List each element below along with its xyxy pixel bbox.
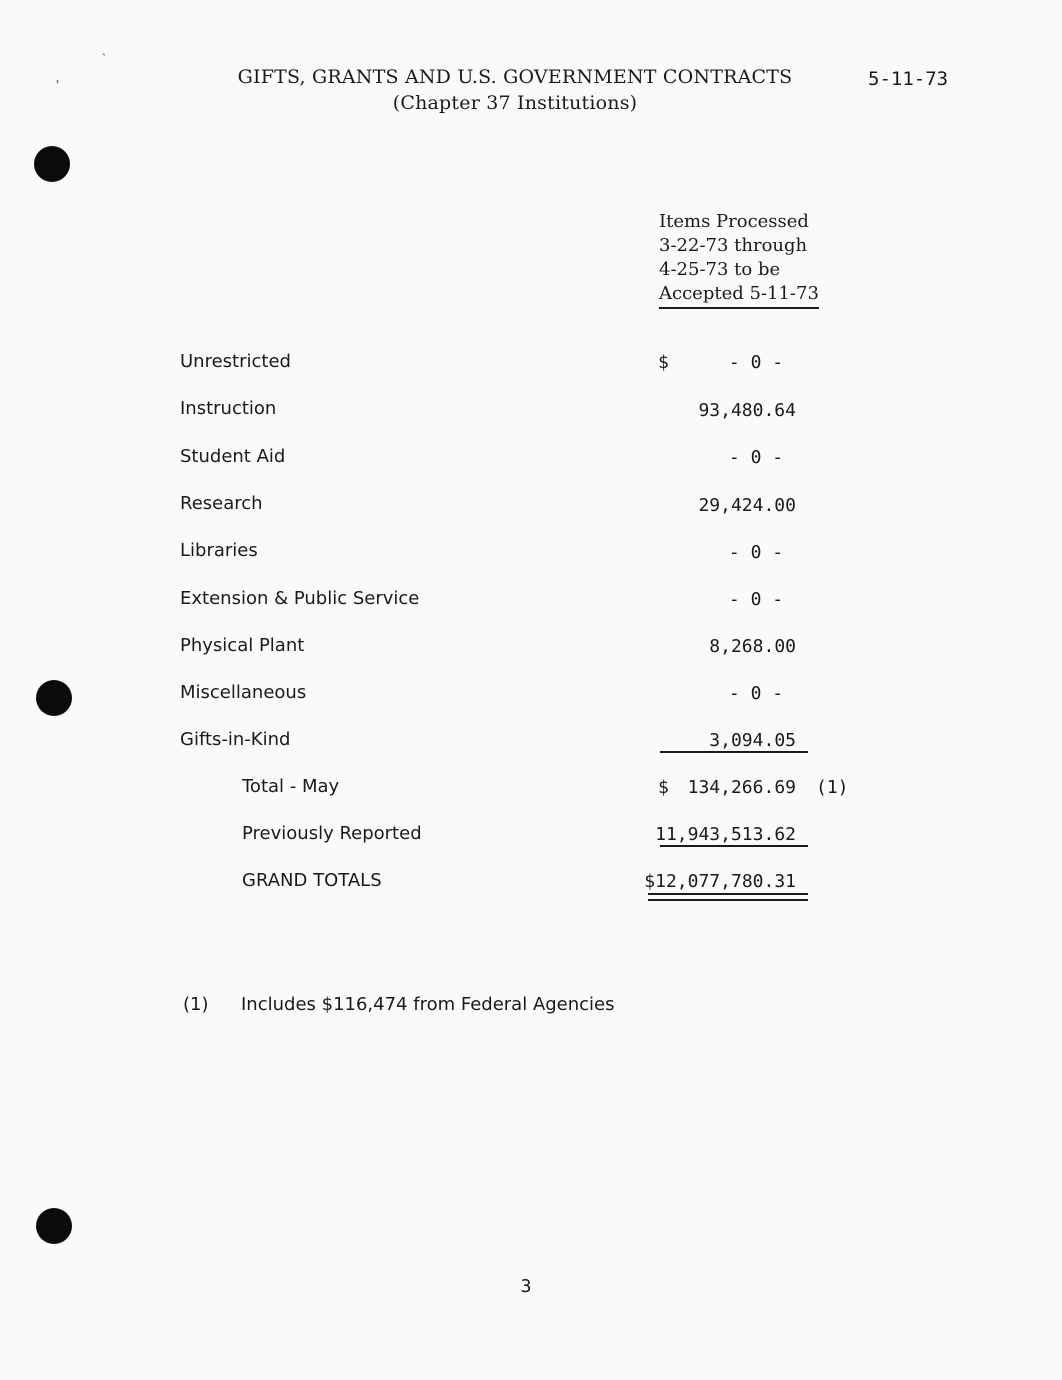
row-label: Miscellaneous xyxy=(180,682,307,703)
total-may-label: Total - May xyxy=(242,776,340,797)
dollar-sign: $ xyxy=(658,352,669,373)
column-heading xyxy=(659,210,819,309)
grand-totals-label: GRAND TOTALS xyxy=(242,870,382,891)
row-value: - 0 - xyxy=(728,683,784,704)
punch-hole xyxy=(36,1208,72,1244)
row-value: - 0 - xyxy=(728,447,784,468)
column-heading-line: 3-22-73 through xyxy=(659,235,808,256)
row-label: Gifts-in-Kind xyxy=(180,729,291,750)
grand-totals-value: $12,077,780.31 xyxy=(644,871,796,892)
row-label: Research xyxy=(180,493,263,514)
previously-reported-value: 11,943,513.62 xyxy=(655,824,796,845)
page-subtitle: (Chapter 37 Institutions) xyxy=(392,92,638,114)
row-label: Instruction xyxy=(180,398,277,419)
row-value: 8,268.00 xyxy=(709,636,796,657)
footnote xyxy=(183,994,615,1015)
grand-total-rule-lower xyxy=(648,899,808,901)
row-label: Unrestricted xyxy=(180,351,291,372)
row-label: Physical Plant xyxy=(180,635,305,656)
total-may-value: 134,266.69 xyxy=(687,777,796,798)
document-date: 5-11-73 xyxy=(868,68,949,90)
dollar-sign: $ xyxy=(658,777,669,798)
grand-total-rule-upper xyxy=(648,893,808,895)
previously-reported-label: Previously Reported xyxy=(242,823,422,844)
footnote-reference: (1) xyxy=(816,777,849,798)
page-number: 3 xyxy=(520,1276,532,1297)
row-value: 3,094.05 xyxy=(709,730,796,751)
punch-hole xyxy=(36,680,72,716)
scan-mark: ˎ xyxy=(102,42,106,56)
row-value: - 0 - xyxy=(728,352,784,373)
row-label: Libraries xyxy=(180,540,258,561)
column-heading-line: Accepted 5-11-73 xyxy=(659,282,819,309)
row-value: - 0 - xyxy=(728,589,784,610)
punch-hole xyxy=(34,146,70,182)
subtotal-rule xyxy=(660,751,808,753)
total-rule xyxy=(660,845,808,847)
footnote-marker: (1) xyxy=(183,994,209,1015)
row-label: Extension & Public Service xyxy=(180,588,420,609)
page-title: GIFTS, GRANTS AND U.S. GOVERNMENT CONTRACTS xyxy=(237,66,793,88)
column-heading-line: Items Processed xyxy=(659,211,809,232)
column-heading-line: 4-25-73 to be xyxy=(659,259,781,280)
row-value: 93,480.64 xyxy=(698,400,796,421)
row-label: Student Aid xyxy=(180,446,286,467)
footnote-text: Includes $116,474 from Federal Agencies xyxy=(241,994,615,1015)
row-value: 29,424.00 xyxy=(698,495,796,516)
scan-mark: ʿ xyxy=(56,78,60,92)
row-value: - 0 - xyxy=(728,542,784,563)
